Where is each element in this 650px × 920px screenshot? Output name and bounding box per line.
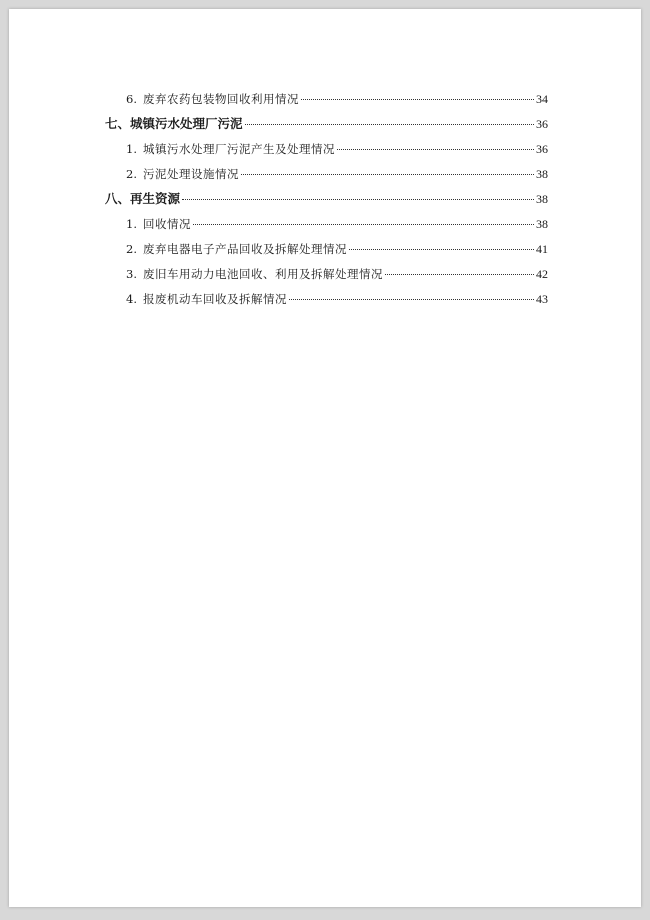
toc-entry-number: 1. bbox=[126, 142, 137, 156]
toc-entry-page: 36 bbox=[536, 142, 548, 156]
toc-entry-number: 2. bbox=[126, 167, 137, 181]
toc-leader-dots bbox=[182, 199, 534, 200]
toc-entry[interactable] bbox=[105, 115, 548, 133]
toc-leader-dots bbox=[301, 99, 534, 100]
toc-entry-number: 4. bbox=[126, 292, 137, 306]
toc-entry-title: 回收情况 bbox=[142, 217, 191, 231]
toc-leader-dots bbox=[337, 149, 534, 150]
toc-entry[interactable] bbox=[105, 190, 548, 208]
toc-entry[interactable] bbox=[126, 90, 548, 108]
toc-entry-title: 废旧车用动力电池回收、利用及拆解处理情况 bbox=[142, 267, 383, 281]
toc-leader-dots bbox=[245, 124, 534, 125]
toc-entry-title: 城镇污水处理厂污泥产生及处理情况 bbox=[142, 142, 335, 156]
toc-entry-page: 38 bbox=[536, 217, 548, 231]
toc-leader-dots bbox=[193, 224, 534, 225]
toc-leader-dots bbox=[289, 299, 534, 300]
toc-leader-dots bbox=[385, 274, 534, 275]
toc-entry[interactable] bbox=[126, 140, 548, 158]
toc-entry[interactable] bbox=[126, 265, 548, 283]
toc-entry-page: 38 bbox=[536, 167, 548, 181]
toc-entry-page: 43 bbox=[536, 292, 548, 306]
toc-leader-dots bbox=[241, 174, 534, 175]
toc-entry[interactable] bbox=[126, 240, 548, 258]
toc-entry-number: 2. bbox=[126, 242, 137, 256]
toc-entry-title: 城镇污水处理厂污泥 bbox=[130, 116, 243, 131]
toc-entry-number: 八、 bbox=[105, 191, 131, 206]
toc-entry-number: 1. bbox=[126, 217, 137, 231]
toc-entry-number: 七、 bbox=[105, 116, 131, 131]
toc-entry-page: 38 bbox=[536, 192, 548, 206]
toc-entry-page: 34 bbox=[536, 92, 548, 106]
toc-entry[interactable] bbox=[126, 290, 548, 308]
toc-entry-title: 再生资源 bbox=[130, 191, 181, 206]
toc-entry-page: 41 bbox=[536, 242, 548, 256]
toc-entry-page: 42 bbox=[536, 267, 548, 281]
toc-entry-title: 废弃电器电子产品回收及拆解处理情况 bbox=[142, 242, 347, 256]
toc-entry-title: 报废机动车回收及拆解情况 bbox=[142, 292, 287, 306]
toc-entry-title: 污泥处理设施情况 bbox=[142, 167, 239, 181]
toc-entry-number: 6. bbox=[126, 92, 137, 106]
toc-entry-number: 3. bbox=[126, 267, 137, 281]
toc-entry-title: 废弃农药包装物回收利用情况 bbox=[142, 92, 299, 106]
toc-entry[interactable] bbox=[126, 165, 548, 183]
toc-entry[interactable] bbox=[126, 215, 548, 233]
toc-leader-dots bbox=[349, 249, 534, 250]
document-page bbox=[9, 9, 641, 907]
table-of-contents bbox=[9, 9, 641, 409]
toc-entry-page: 36 bbox=[536, 117, 548, 131]
